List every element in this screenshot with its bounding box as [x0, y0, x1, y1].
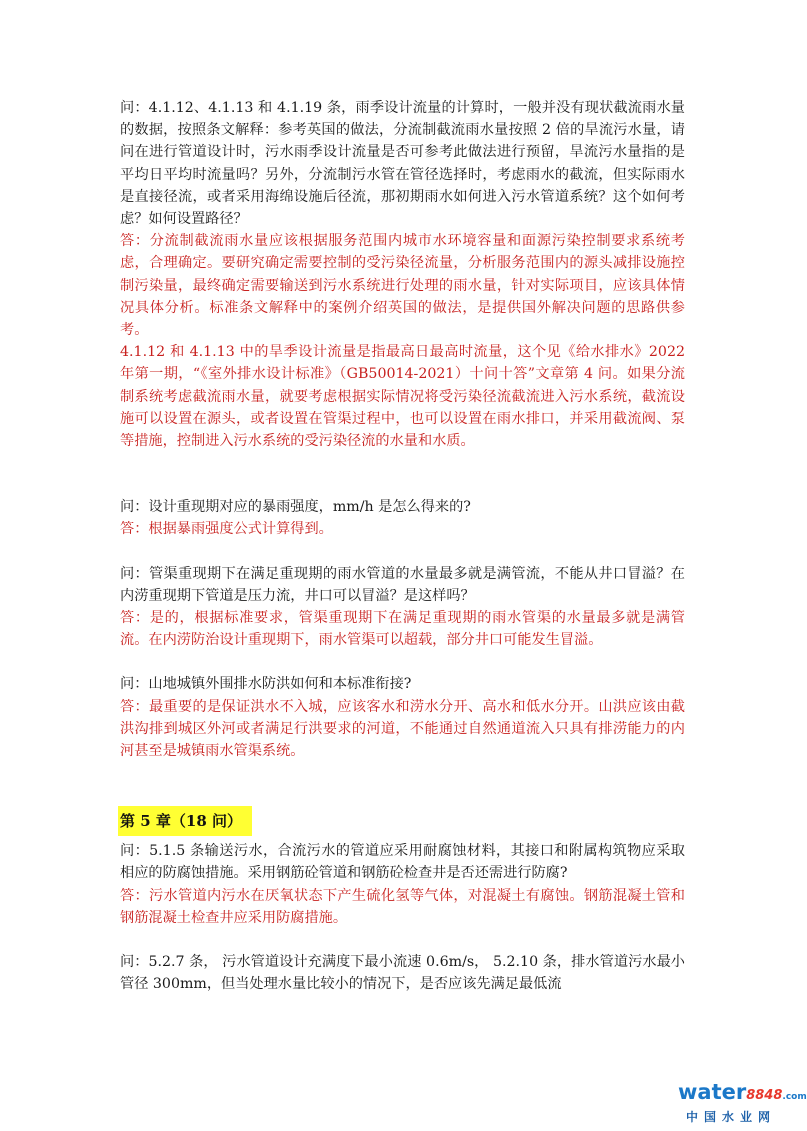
question-4: 问：山地城镇外围排水防洪如何和本标准衔接?: [120, 676, 412, 693]
spacer: [120, 929, 685, 951]
logo-brand-num: 8848: [746, 1088, 783, 1103]
question-5: 问：5.1.5 条输送污水，合流污水的管道应采用耐腐蚀材料，其接口和附属构筑物应采取相应的防腐蚀措施。采用钢筋砼管道和钢筋砼检查井是否还需进行防腐?: [120, 843, 685, 882]
question-2: 问：设计重现期对应的暴雨强度，mm/h 是怎么得来的?: [120, 499, 471, 516]
spacer: [120, 762, 685, 806]
answer-4: 答：最重要的是保证洪水不入城，应该客水和涝水分开、高水和低水分开。山洪应该由截洪沟排到城区外河或者满足行洪要求的河道，不能通过自然通道流入只具有排涝能力的内河甚至是城镇雨水管渠系统。: [120, 698, 685, 760]
logo-brand-tld: .com: [782, 1092, 807, 1102]
logo-brand-main: water: [678, 1080, 747, 1104]
chapter-heading: 第 5 章（18 问）: [118, 806, 252, 836]
spacer: [120, 452, 685, 496]
question-3: 问：管渠重现期下在满足重现期的雨水管道的水量最多就是满管流，不能从井口冒溢？在内涝重现期下管道是压力流，井口可以冒溢？是这样吗？: [120, 565, 685, 604]
watermark-logo: [678, 1080, 807, 1124]
spacer: [120, 541, 685, 563]
answer-3: 答：是的，根据标准要求，管渠重现期下在满足重现期的雨水管渠的水量最多就是满管流。在内涝防治设计重现期下，雨水管渠可以超载，部分井口可能发生冒溢。: [120, 610, 685, 649]
document-body: [120, 97, 685, 996]
logo-chinese-name: 中国水业网: [686, 1110, 777, 1124]
question-6: 问：5.2.7 条， 污水管道设计充满度下最小流速 0.6m/s， 5.2.10 条，排水管道污水最小管径 300mm，但当处理水量比较小的情况下，是否应该先满足最低流: [120, 954, 685, 993]
answer-5: 答：污水管道内污水在厌氧状态下产生硫化氢等气体，对混凝土有腐蚀。钢筋混凝土管和钢筋混凝土检查井应采用防腐措施。: [120, 887, 685, 926]
answer-2: 答：根据暴雨强度公式计算得到。: [120, 521, 333, 538]
answer-1: 答：分流制截流雨水量应该根据服务范围内城市水环境容量和面源污染控制要求系统考虑，合理确定。要研究确定需要控制的受污染径流量，分析服务范围内的源头减排设施控制污染量，最终确定需要输送到污水系统进行处理的雨水量，针对实际项目，应该具体情况具体分析。标准条文解释中的案例介绍英国的做法，是提供国外解决问题的思路供参考。: [120, 233, 685, 339]
answer-1-continued: 4.1.12 和 4.1.13 中的旱季设计流量是指最高日最高时流量，这个见《给水排水》2022 年第一期，“《室外排水设计标准》（GB50014-2021）十问十答”文章第 4 问。如果分流制系统考虑截流雨水量，就要考虑根据实际情况将受污染径流截流进入污水系统，截流设施可以设置在源头，或者设置在管渠过程中，也可以设置在雨水排口，并采用截流阀、泵等措施，控制进入污水系统的受污染径流的水量和水质。: [120, 344, 685, 450]
spacer: [120, 651, 685, 673]
question-1: 问：4.1.12、4.1.13 和 4.1.19 条，雨季设计流量的计算时，一般并没有现状截流雨水量的数据，按照条文解释：参考英国的做法，分流制截流雨水量按照 2 倍的旱流污水量，请问在进行管道设计时，污水雨季设计流量是否可参考此做法进行预留，旱流污水量指的是平均日平均时流量吗？另外，分流制污水管在管径选择时，考虑雨水的截流，但实际雨水是直接径流，或者采用海绵设施后径流，那初期雨水如何进入污水管道系统？这个如何考虑？如何设置路径？: [120, 100, 685, 228]
logo-wordmark: [678, 1080, 807, 1109]
